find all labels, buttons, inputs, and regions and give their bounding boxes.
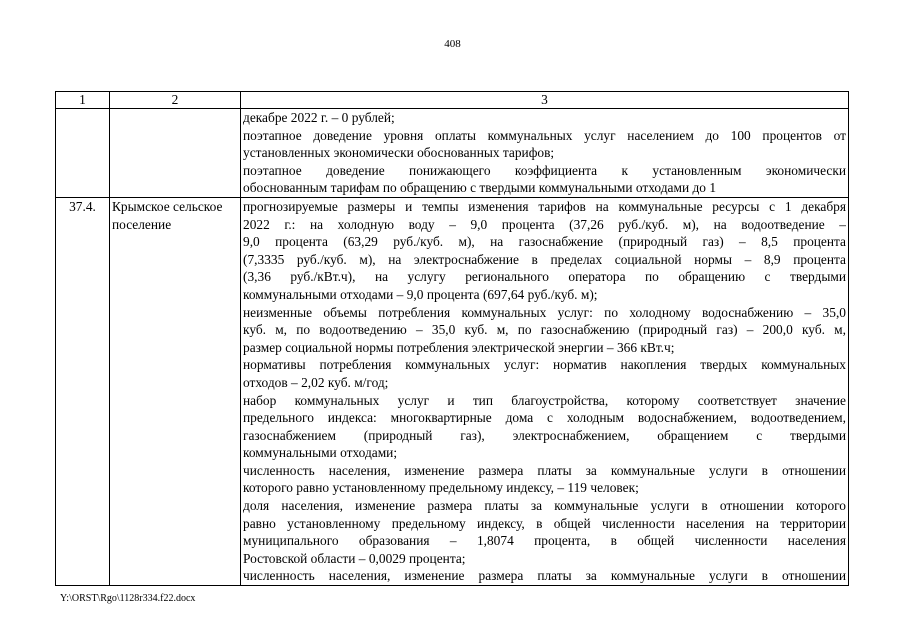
text-line: поэтапное доведение уровня оплаты коммунальных услуг населением до 100 процентов от [243,127,846,143]
text-line: размер социальной нормы потребления электрической энергии – 366 кВт.ч; [243,339,675,355]
header-col-3: 3 [241,92,849,109]
text-line: отходов – 2,02 куб. м/год; [243,374,389,390]
row2-settlement [110,197,241,585]
text-line: 2022 г.: на холодную воду – 9,0 процента (37,26 руб./куб. м), на водоотведение – [243,216,846,232]
text-line: обоснованным тарифам по обращению с твердыми коммунальными отходами до 1 [243,180,717,196]
text-line: численность населения, изменение размера платы за коммунальные услуги в отношении [243,462,846,478]
table-header-row [56,92,849,109]
table-row [56,109,849,198]
row2-number: 37.4. [56,197,110,585]
text-line: неизменные объемы потребления коммунальных услуг: по холодному водоснабжению – 35,0 [243,304,846,320]
row2-text [241,197,849,585]
text-line: равно установленному предельному индексу, в общей численности населения на территории [243,515,846,531]
text-line: куб. м, по водоотведению – 35,0 куб. м, по газоснабжению (природный газ) – 200,0 куб. м, [243,322,846,338]
text-line: прогнозируемые размеры и темпы изменения тарифов на коммунальные ресурсы с 1 декабря [243,198,846,214]
table-row [56,197,849,585]
text-line: численность населения, изменение размера платы за коммунальные услуги в отношении [243,568,846,584]
document-table [55,91,849,586]
text-line: доля населения, изменение размера платы за коммунальные услуги в отношении которого [243,498,846,514]
page-number: 408 [444,38,461,50]
header-col-1: 1 [56,92,110,109]
text-line: муниципального образования – 1,8074 процента, в общей численности населения [243,533,846,549]
row1-number [56,109,110,198]
text-line: набор коммунальных услуг и тип благоустройства, которому соответствует значение [243,392,846,408]
settlement-name-line: Крымское сельское [112,198,223,214]
header-col-2: 2 [110,92,241,109]
text-line: поэтапное доведение понижающего коэффициента к установленным экономически [243,162,846,178]
text-line: газоснабжением (природный газ), электроснабжением, обращением с твердыми [243,427,846,443]
text-line: нормативы потребления коммунальных услуг: норматив накопления твердых коммунальных [243,357,846,373]
text-line: которого равно установленному предельному индексу, – 119 человек; [243,480,639,496]
text-line: предельного индекса: многоквартирные дома с холодным водоснабжением, водоотведением, [243,410,846,426]
text-line: Ростовской области – 0,0029 процента; [243,550,466,566]
file-path-footer: Y:\ORST\Rgo\1128r334.f22.docx [60,593,196,604]
text-line: коммунальными отходами; [243,445,398,461]
settlement-name-line: поселение [112,216,172,232]
row1-settlement [110,109,241,198]
text-line: коммунальными отходами – 9,0 процента (697,64 руб./куб. м); [243,286,598,302]
text-line: (7,3335 руб./куб. м), на электроснабжение в пределах социальной нормы – 8,9 процента [243,251,846,267]
text-line: декабре 2022 г. – 0 рублей; [243,110,395,125]
row1-text [241,109,849,198]
text-line: (3,36 руб./кВт.ч), на услугу регионального оператора по обращению с твердыми [243,269,846,285]
text-line: 9,0 процента (63,29 руб./куб. м), на газоснабжение (природный газ) – 8,5 процента [243,234,846,250]
text-line: установленных экономически обоснованных тарифов; [243,145,555,161]
